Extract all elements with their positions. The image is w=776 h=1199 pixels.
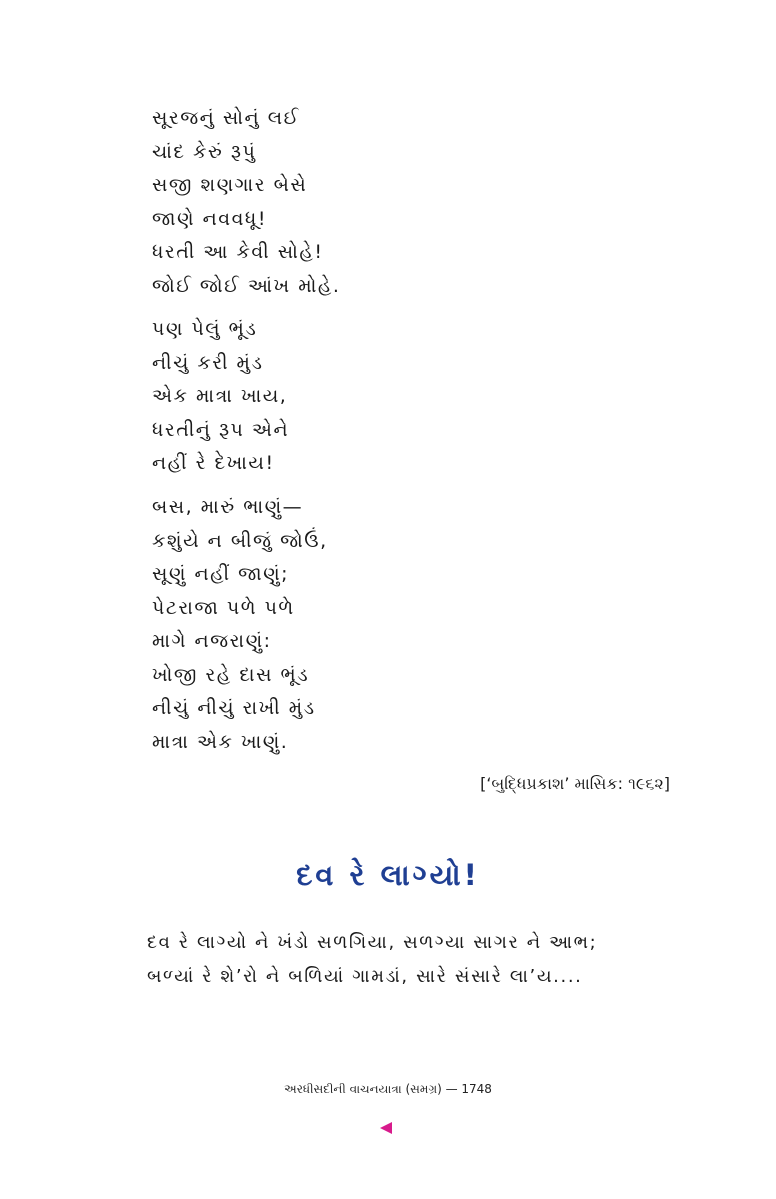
poem-line: ચાંદ કેરું રૂપું bbox=[152, 140, 257, 163]
previous-page-arrow-icon[interactable] bbox=[380, 1122, 392, 1134]
source-citation: [‘બુદ્ધિપ્રકાશ’ માસિક: ૧૯૬૨] bbox=[480, 774, 670, 793]
poem-stanza-2 bbox=[152, 313, 612, 481]
poem-line: કશુંયે ન બીજું જોઉં, bbox=[152, 529, 328, 552]
poem-line: જાણે નવવધૂ! bbox=[152, 207, 267, 230]
poem-line: ધરતીનું રૂપ એને bbox=[152, 418, 290, 441]
poem-line: સૂરજનું સોનું લઈ bbox=[152, 107, 300, 129]
poem-line: ધરતી આ કેવી સોહે! bbox=[152, 241, 324, 263]
poem-line: નીચું નીચું રાખી મુંડ bbox=[152, 697, 316, 719]
poem-line: જોઈ જોઈ આંખ મોહે. bbox=[152, 274, 341, 297]
poem-line: પેટરાજા પળે પળે bbox=[152, 596, 295, 619]
poem-line: નહીં રે દેખાય! bbox=[152, 452, 275, 474]
poem-line: માત્રા એક ખાણું. bbox=[152, 730, 289, 753]
poem-line: ખોજી રહે દાસ ભૂંડ bbox=[152, 663, 310, 686]
poem-line: સૂણું નહીં જાણું; bbox=[152, 563, 290, 585]
poem2-body bbox=[147, 926, 707, 994]
poem-title: દવ રે લાગ્યો! bbox=[296, 858, 480, 892]
poem-stanza-3 bbox=[152, 491, 612, 759]
poem-line: સજી શણગાર બેસે bbox=[152, 174, 308, 196]
poem-line: નીચું કરી મુંડ bbox=[152, 351, 264, 374]
page-footer: અરધીસદીની વાચનયાત્રા (સમગ્ર) — 1748 bbox=[284, 1082, 492, 1096]
poem-line: માગે નજરાણું: bbox=[152, 630, 272, 652]
poem-line: બળ્યાં રે શે’રો ને બળિયાં ગામડાં, સારે સંસારે લા’ય.... bbox=[147, 966, 583, 987]
poem-line: એક માત્રા ખાય, bbox=[152, 385, 288, 407]
poem-line: દવ રે લાગ્યો ને ખંડો સળગિયા, સળગ્યા સાગર ને આભ; bbox=[147, 932, 598, 953]
poem-line: બસ, મારું ભાણું— bbox=[152, 496, 304, 518]
poem-stanza-1 bbox=[152, 102, 612, 303]
poem-line: પણ પેલું ભૂંડ bbox=[152, 318, 258, 340]
